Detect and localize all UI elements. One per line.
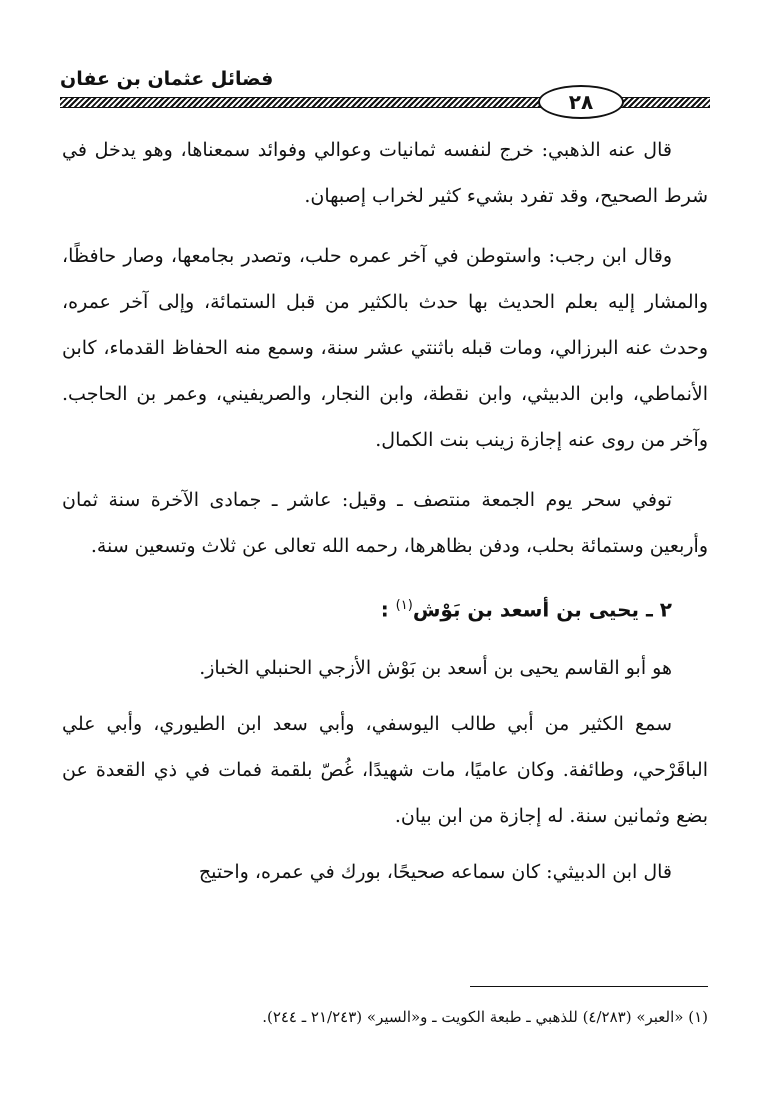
paragraph-dhahabi: قال عنه الذهبي: خرج لنفسه ثمانيات وعوالي وفوائد سمعناها، وهو يدخل في شرط الصحيح، وقد تفرد بشيء كثير لخراب إصبهان. xyxy=(62,139,708,207)
paragraph-identity: هو أبو القاسم يحيى بن أسعد بن بَوْش الأزجي الحنبلي الخباز. xyxy=(199,656,672,679)
footnote: (١) «العبر» (٤/٢٨٣) للذهبي ـ طبعة الكويت ـ و«السير» (٢١/٢٤٣ ـ ٢٤٤). xyxy=(262,1008,708,1026)
section-heading xyxy=(62,583,708,633)
footnote-reference: (١) xyxy=(395,598,413,613)
running-title: فضائل عثمان بن عفان xyxy=(60,68,274,90)
paragraph-ibn-rajab: وقال ابن رجب: واستوطن في آخر عمره حلب، وتصدر بجامعها، وصار حافظًا، والمشار إليه بعلم الحديث بها حدث بالكثير من قبل الستمائة، وإلى آخر عمره، وحدث عنه البرزالي، ومات قبله باثنتي عشر سنة، وسمع منه الحفاظ القدماء، كابن الأنماطي، وابن الدبيثي، وابن نقطة، وابن النجار، والصريفيني، وعمر بن الحاجب. وآخر من روى عنه إجازة زينب بنت الكمال. xyxy=(62,245,708,451)
paragraph-death: توفي سحر يوم الجمعة منتصف ـ وقيل: عاشر ـ جمادى الآخرة سنة ثمان وأربعين وستمائة بحلب، ودفن بظاهرها، رحمه الله تعالى عن ثلاث وتسعين سنة. xyxy=(62,489,708,557)
section-heading-colon: : xyxy=(380,597,396,622)
paragraph-ibn-dubaythi: قال ابن الدبيثي: كان سماعه صحيحًا، بورك في عمره، واحتيج xyxy=(198,860,672,883)
main-text xyxy=(62,127,708,905)
section-heading-text: ٢ ـ يحيى بن أسعد بن بَوْش xyxy=(412,597,672,622)
paragraph-teachers: سمع الكثير من أبي طالب اليوسفي، وأبي سعد ابن الطيوري، وأبي علي الباقَرْحي، وطائفة. وكان عاميًا، مات شهيدًا، غُصّ بلقمة فمات في ذي القعدة عن بضع وثمانين سنة. له إجازة من ابن بيان. xyxy=(62,712,708,827)
footnote-divider xyxy=(470,986,708,987)
page-number: ٢٨ xyxy=(538,85,624,119)
